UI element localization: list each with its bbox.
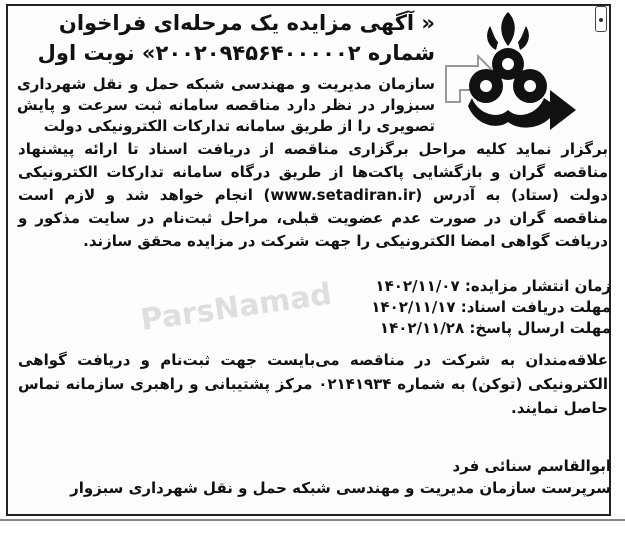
municipality-transport-logo-icon (438, 6, 580, 134)
corner-mark (595, 6, 607, 32)
date-row (311, 318, 611, 339)
watermark: ParsNamad (138, 276, 334, 339)
dates-list (311, 276, 611, 339)
signer-name: ابوالقاسم سنائی فرد (452, 457, 611, 475)
date-label: مهلت ارسال پاسخ: (469, 319, 611, 337)
date-value: ۱۴۰۲/۱۱/۰۷ (375, 277, 460, 295)
date-value: ۱۴۰۲/۱۱/۱۷ (371, 298, 456, 316)
intro-paragraph: سازمان مدیریت و مهندسی شبکه حمل و نقل شهرداری سبزوار در نظر دارد مناقصه سامانه ثبت سرعت و پایش تصویری را از طریق سامانه تدارکات الکترونیکی دولت (17, 75, 435, 135)
date-row (311, 276, 611, 297)
notice-heading (15, 8, 435, 68)
date-label: مهلت دریافت اسناد: (460, 298, 611, 316)
bottom-divider (0, 519, 625, 521)
signature-block (51, 455, 611, 499)
body-paragraph: برگزار نماید کلیه مراحل برگزاری مناقصه از دریافت اسناد تا ارائه پیشنهاد مناقصه گران و بازگشایی پاکت‌ها از طریق درگاه سامانه تدارکات الکترونیکی دولت (ستاد) به آدرس (www.setadiran.ir) انجام خواهد شد و لازم است مناقصه گران در صورت عدم عضویت قبلی، مراحل ثبت‌نام در سایت مذکور و دریافت گواهی امضا الکترونیکی را جهت شرکت در مزایده محقق سازند. (18, 140, 608, 250)
note-paragraph: علاقه‌مندان به شرکت در مناقصه می‌بایست جهت ثبت‌نام و دریافت گواهی الکترونیکی (توکن) به شماره ۰۲۱۴۱۹۳۴ مرکز پشتیبانی و راهبری سازمانه تماس حاصل نمایند. (18, 351, 608, 417)
date-row (311, 297, 611, 318)
signer-title: سرپرست سازمان مدیریت و مهندسی شبکه حمل و نقل شهرداری سبزوار (70, 479, 611, 497)
date-value: ۱۴۰۲/۱۱/۲۸ (379, 319, 465, 337)
title-line-2: شماره ۲۰۰۲۰۹۴۵۶۴۰۰۰۰۰۲» نوبت اول (37, 41, 435, 65)
title-line-1: « آگهی مزایده یک مرحله‌ای فراخوان (58, 11, 435, 35)
date-label: زمان انتشار مزایده: (464, 277, 611, 295)
